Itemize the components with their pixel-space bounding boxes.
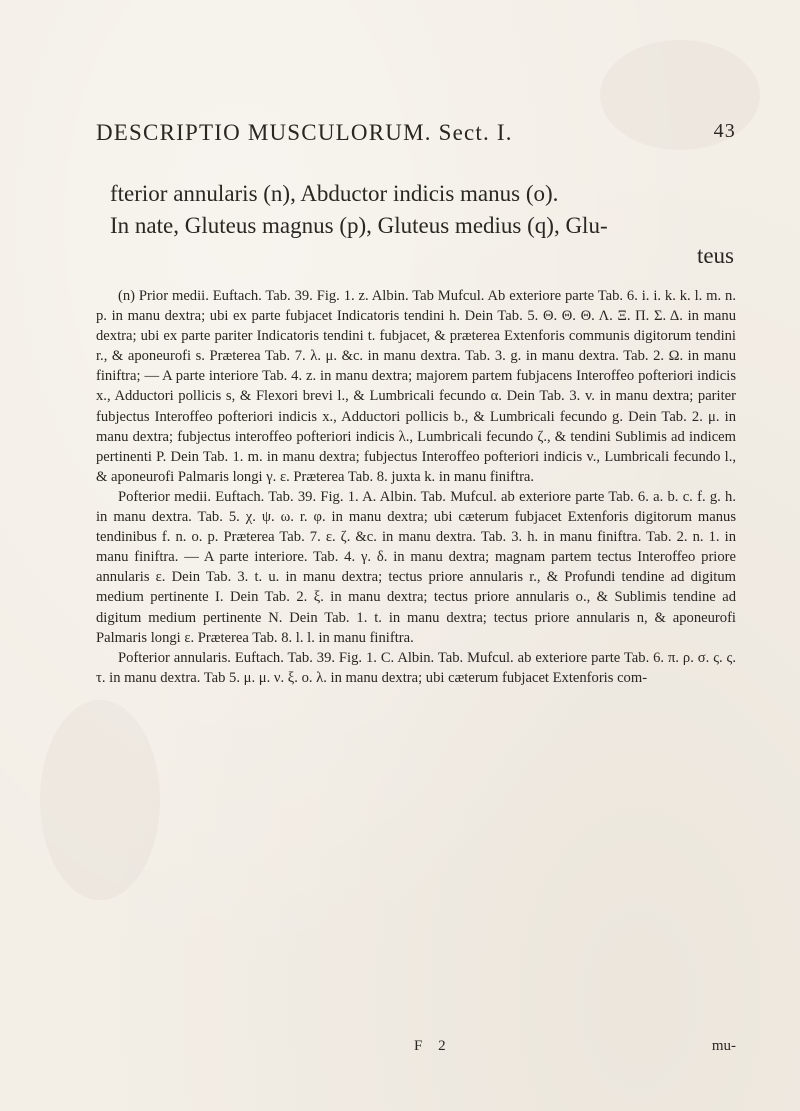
running-head — [96, 120, 736, 146]
footnote-text: Pofterior medii. Euftach. Tab. 39. Fig. 1. A. Albin. Tab. Mufcul. ab exteriore parte Tab. 6. a. b. c. f. g. h. in manu dextra. Tab. 5. χ. ψ. ω. r. φ. in manu dextra; ubi cӕterum fubjacet Extenforis digitorum manus tendinibus f. n. o. p. Prӕterea Tab. 7. ε. ζ. &c. in manu dextra. Tab. 3. h. in manu finiftra. Tab. 2. n. 1. in manu finiftra. — A parte interiore. Tab. 4. γ. δ. in manu dextra; magnam partem tectus Interoffeo priore annularis ε. Dein Tab. 3. t. u. in manu dextra; tectus priore annularis r., & Profundi tendine ad digitum medium pertinente I. Dein Tab. 2. ξ. in manu dextra; tectus priore annularis o., & Sublimis tendine ad digitum medium pertinente N. Dein Tab. 1. t. in manu dextra; tectus priore annularis n, & aponeurofi Palmaris longi ε. Prӕterea Tab. 8. l. l. in manu finiftra. — [96, 488, 736, 646]
main-text-line: In nate, Gluteus magnus (p), Gluteus medius (q), Glu- — [110, 213, 608, 238]
paper-stain — [40, 700, 160, 900]
footnote-paragraph — [96, 648, 736, 688]
signature-mark: F 2 — [414, 1038, 452, 1054]
main-text-line: fterior annularis (n), Abductor indicis manus (o). — [110, 181, 559, 206]
page-number: 43 — [713, 120, 736, 142]
footnote-paragraph — [96, 286, 736, 487]
footnote-paragraph — [96, 487, 736, 648]
page-footer — [96, 1038, 736, 1062]
footnotes — [96, 286, 736, 688]
footnote-text: (n) Prior medii. Euftach. Tab. 39. Fig. 1. z. Albin. Tab Mufcul. Ab exteriore parte Tab. 6. i. i. k. k. l. m. n. p. in manu dextra; ubi ex parte fubjacet Indicatoris tendini h. Dein Tab. 5. Θ. Θ. Θ. Λ. Ξ. Π. Σ. Δ. in manu dextra; ubi ex parte pariter Indicatoris tendini t. fubjacet, & prӕterea Extenforis communis digitorum tendini r., & aponeurofi s. Prӕterea Tab. 7. λ. μ. &c. in manu dextra. Tab. 3. g. in manu dextra. Tab. 2. Ω. in manu finiftra; — A parte interiore Tab. 4. z. in manu dextra; majorem partem fubjacens Interoffeo pofteriori indicis x., Adductori pollicis s, & Flexori brevi l., & Lumbricali fecundo α. Dein Tab. 3. v. in manu dextra; pariter fubjectus Interoffeo pofteriori indicis x., Adductori pollicis b., & Lumbricali fecundo g. Dein Tab. 2. μ. in manu dextra; fubjectus interoffeo pofteriori indicis λ., Lumbricali fecundo ζ., & tendini Sublimis ad indicem pertinenti P. Dein Tab. 1. m. in manu dextra; fubjectus Interoffeo pofteriori indicis v., Lumbricali fecundo l., & aponeurofi Palmaris longi γ. ε. Prӕterea Tab. 8. juxta k. in manu finiftra. — [96, 288, 736, 485]
catchword: mu- — [711, 1038, 736, 1054]
footnote-text: Pofterior annularis. Euftach. Tab. 39. Fig. 1. C. Albin. Tab. Mufcul. ab exteriore parte Tab. 6. π. ρ. σ. ς. ς. τ. in manu dextra. Tab 5. μ. μ. ν. ξ. ο. λ. in manu dextra; ubi cӕterum fubjacet Extenforis com- — [96, 649, 736, 686]
page-title: DESCRIPTIO MUSCULORUM. Sect. I. — [96, 120, 513, 145]
main-text-continuation: teus — [696, 243, 734, 268]
